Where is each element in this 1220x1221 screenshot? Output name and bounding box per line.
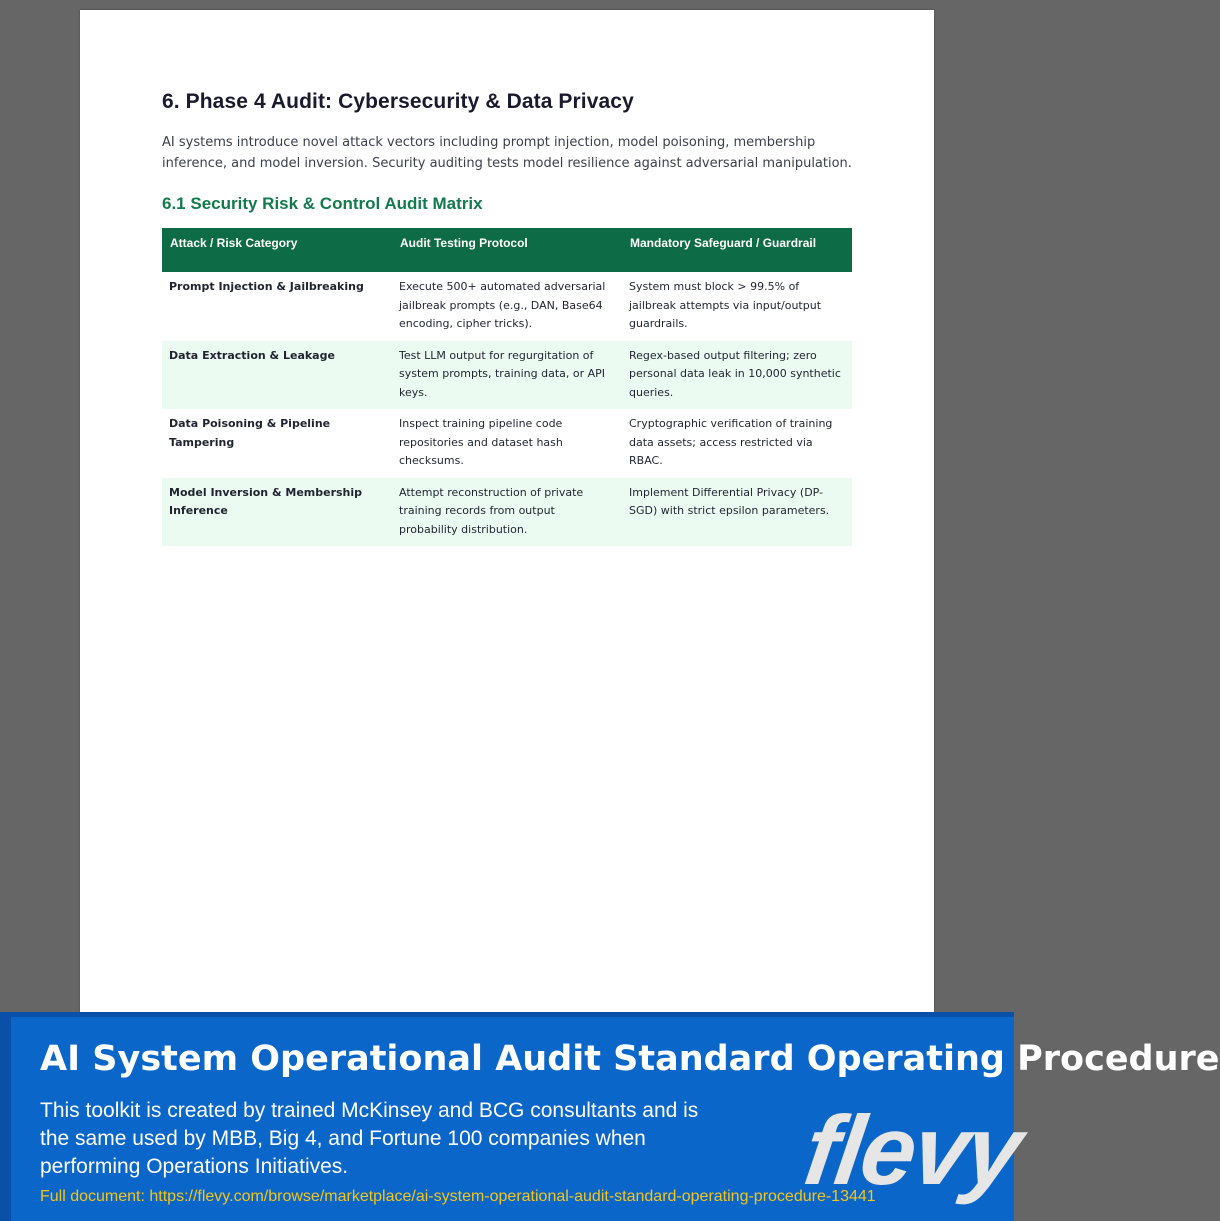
table-row: [162, 272, 852, 341]
table-header-row: [162, 228, 852, 272]
row-safeguard: System must block > 99.5% of jailbreak attempts via input/output guardrails.: [629, 280, 822, 330]
row-protocol: Inspect training pipeline code repositories and dataset hash checksums.: [399, 417, 563, 467]
table-row: [162, 478, 852, 547]
banner-title: AI System Operational Audit Standard Operating Procedure: [40, 1039, 1220, 1079]
section-heading: 6. Phase 4 Audit: Cybersecurity & Data Privacy: [162, 90, 634, 113]
row-category: Data Poisoning & Pipeline Tampering: [169, 417, 331, 449]
row-category: Prompt Injection & Jailbreaking: [169, 280, 364, 293]
row-safeguard: Regex-based output filtering; zero personal data leak in 10,000 synthetic queries.: [629, 348, 841, 399]
row-protocol: Execute 500+ automated adversarial jailbreak prompts (e.g., DAN, Base64 encoding, cipher tricks).: [399, 280, 606, 330]
row-safeguard: Cryptographic verification of training data assets; access restricted via RBAC.: [629, 417, 833, 467]
header-attack-risk-category: Attack / Risk Category: [170, 236, 298, 250]
security-audit-matrix-table: [162, 228, 852, 546]
header-mandatory-safeguard: Mandatory Safeguard / Guardrail: [630, 236, 817, 250]
page-content: [162, 90, 852, 546]
row-protocol: Attempt reconstruction of private training records from output probability distribution.: [399, 485, 584, 536]
row-category: Model Inversion & Membership Inference: [169, 485, 363, 517]
table-row: [162, 409, 852, 478]
full-document-link[interactable]: Full document: https://flevy.com/browse/marketplace/ai-system-operational-audit-standard-operating-procedure-13441: [40, 1188, 876, 1205]
subsection-heading: 6.1 Security Risk & Control Audit Matrix: [162, 194, 483, 213]
banner-description: This toolkit is created by trained McKinsey and BCG consultants and is the same used by MBB, Big 4, and Fortune 100 companies when performing Operations Initiatives.: [40, 1099, 699, 1178]
document-page: [80, 10, 934, 1020]
flevy-logo: flevy: [798, 1095, 1028, 1205]
table-row: [162, 341, 852, 410]
intro-paragraph: AI systems introduce novel attack vectors including prompt injection, model poisoning, membership inference, and model inversion. Security auditing tests model resilience against adversarial manipulation.: [162, 135, 852, 171]
promo-banner: [0, 1012, 1220, 1221]
row-safeguard: Implement Differential Privacy (DP-SGD) with strict epsilon parameters.: [629, 485, 830, 517]
row-category: Data Extraction & Leakage: [169, 348, 335, 362]
header-audit-testing-protocol: Audit Testing Protocol: [400, 236, 528, 250]
promo-banner-panel: [11, 1017, 1220, 1221]
row-protocol: Test LLM output for regurgitation of system prompts, training data, or API keys.: [399, 348, 606, 399]
